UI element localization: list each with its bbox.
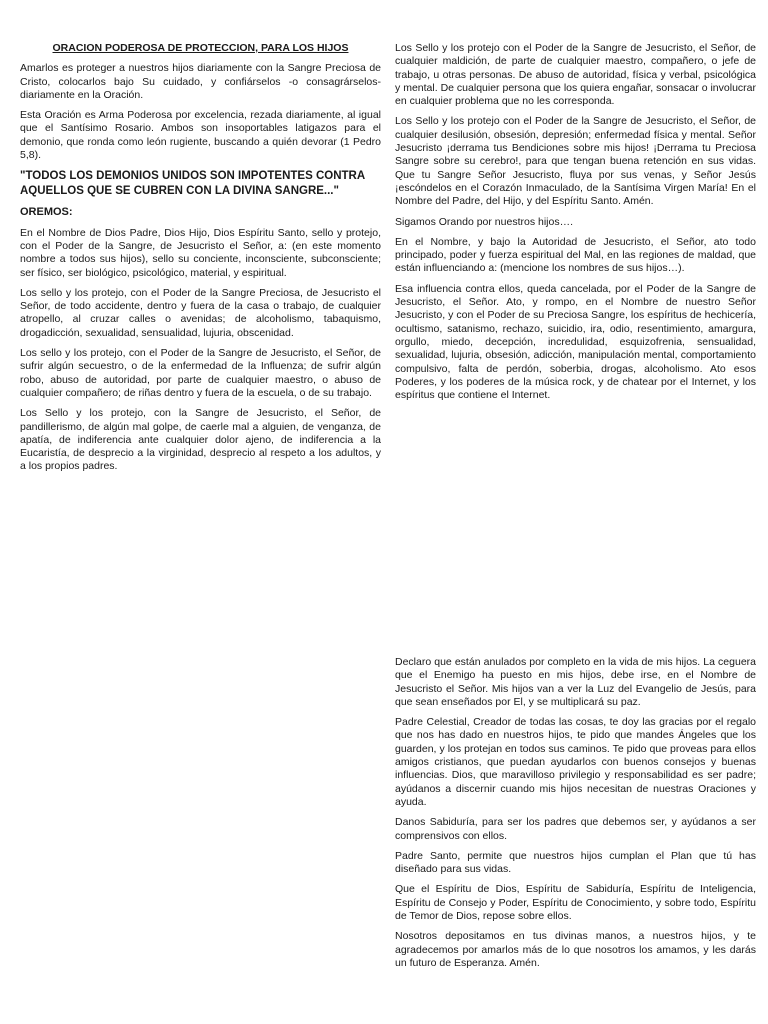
paragraph-prayer-7: En el Nombre, y bajo la Autoridad de Jesucristo, el Señor, ato todo principado, poder y fuerza espiritual del Mal, en las regiones de maldad, que están influenciando a: (mencione los nombres de sus hijos…). xyxy=(395,235,756,275)
document-title: ORACION PODEROSA DE PROTECCION, PARA LOS HIJOS xyxy=(52,42,349,54)
left-column xyxy=(20,42,381,481)
paragraph-espiritu: Que el Espíritu de Dios, Espíritu de Sabiduría, Espíritu de Inteligencia, Espíritu de Consejo y Poder, Espíritu de Conocimiento, y sobre todo, Espíritu de Temor de Dios, repose sobre ellos. xyxy=(395,883,756,923)
paragraph-declaration: Declaro que están anulados por completo en la vida de mis hijos. La ceguera que el Enemigo ha puesto en mis hijos, debe irse, en el Nombre de Jesucristo el Señor. Mis hijos van a ver la Luz del Evangelio de Jesús, para que sean enseñados por El, y se multiplicará su paz. xyxy=(395,656,756,708)
paragraph-prayer-2: Los sello y los protejo, con el Poder de la Sangre Preciosa, de Jesucristo el Señor, de todo accidente, dentro y fuera de la casa o trabajo, de cualquier atropello, al cruzar calles o avenidas; de alcoholismo, tabaquismo, drogadicción, sexualidad, sensualidad, lujuria, obscenidad. xyxy=(20,286,381,339)
paragraph-continue: Sigamos Orando por nuestros hijos…. xyxy=(395,215,574,228)
paragraph-prayer-8: Esa influencia contra ellos, queda cancelada, por el Poder de la Sangre de Jesucristo, el Señor. Ato, y rompo, en el Nombre de nuestro Señor Jesucristo, y con el Poder de su Preciosa Sangre, los espíritus de hechicería, ocultismo, satanismo, rechazo, suicidio, ira, odio, resentimiento, amargura, orgullo, miedo, decepción, incredulidad, esquizofrenia, sensualidad, sexualidad, lujuria, obsesión, adicción, manipulación mental, comportamiento compulsivo, falta de perdón, soberbia, drogas, alcoholismo. Ato esos Poderes, y los poderes de la música rock, y de chatear por el Internet, y los espíritus que contiene el Internet. xyxy=(395,282,756,402)
paragraph-prayer-5: Los Sello y los protejo con el Poder de la Sangre de Jesucristo, el Señor, de cualquier maldición, de parte de cualquier maestro, compañero, o jefe de trabajo, u otras personas. De abuso de autoridad, física y verbal, psicológica y mental. De cualquier persona que los quiera engañar, sonsacar o involucrar en cualquier problema que no les corresponda. xyxy=(395,42,756,108)
paragraph-closing: Nosotros depositamos en tus divinas manos, a nuestros hijos, y te agradecemos por amarlos más de lo que nosotros los amamos, y les darás un futuro de Esperanza. Amén. xyxy=(395,930,756,969)
oremos-heading: OREMOS: xyxy=(20,206,73,219)
paragraph-sabiduria: Danos Sabiduría, para ser los padres que debemos ser, y ayúdanos a ser comprensivos con ellos. xyxy=(395,816,756,842)
right-column xyxy=(395,42,756,409)
paragraph-prayer-6: Los Sello y los protejo con el Poder de la Sangre de Jesucristo, el Señor, de cualquier desilusión, obsesión, depresión; enfermedad física y mental. Señor Jesucristo ¡derrama tus Bendiciones sobre mis hijos! ¡Derrama tu Preciosa Sangre sobre su cerebro!, para que tengan buena retención en sus vidas. Que tu Sangre Señor Jesucristo, fluya por sus venas, y Señor Jesús ¡escóndelos en el Corazón Inmaculado, de la Santísima Virgen María! En el Nombre del Padre, del Hijo, y del Espíritu Santo. Amén. xyxy=(395,115,756,208)
paragraph-prayer-1: En el Nombre de Dios Padre, Dios Hijo, Dios Espíritu Santo, sello y protejo, con el Poder de la Sangre, de Jesucristo el Señor, a: (en este momento nombre a todos sus hijos), sello su conciente, inconsciente, subconsciente; ser físico, ser biológico, psicológico, material, y espiritual. xyxy=(20,226,381,279)
paragraph-padre-santo: Padre Santo, permite que nuestros hijos cumplan el Plan que tú has diseñado para sus vidas. xyxy=(395,849,756,876)
right-column-bottom xyxy=(395,656,756,977)
paragraph-prayer-4: Los Sello y los protejo, con la Sangre de Jesucristo, el Señor, de pandillerismo, de algún mal golpe, de caerle mal a alguien, de venganza, de apatía, de indiferencia ante cualquier dolor ajeno, de indiferencia a la Eucaristía, de desprecio a la virginidad, desprecio al respeto a los adultos, y a los propios padres. xyxy=(20,407,381,473)
paragraph-arma-poderosa: Esta Oración es Arma Poderosa por excelencia, rezada diariamente, al igual que el Santísimo Rosario. Ambos son insoportables latigazos para el demonio, que ronda como león rugiente, buscando a quién devorar (1 Pedro 5,8). xyxy=(20,109,381,162)
quote-heading: "TODOS LOS DEMONIOS UNIDOS SON IMPOTENTES CONTRA AQUELLOS QUE SE CUBREN CON LA DIVINA SANGRE..." xyxy=(20,170,365,198)
paragraph-intro: Amarlos es proteger a nuestros hijos diariamente con la Sangre Preciosa de Cristo, colocarlos bajo Su cuidado, y confiárselos -o consagrárselos- diariamente en la Oración. xyxy=(20,62,381,101)
paragraph-padre-celestial: Padre Celestial, Creador de todas las cosas, te doy las gracias por el regalo que nos has dado en nuestros hijos, te pido que mandes Ángeles que los guarden, y los protejan en todos sus caminos. Te pido que proveas para ellos amigos cristianos, que puedan ayudarlos con buenos consejos y buenas influencias. Dios, que maravilloso privilegio y responsabilidad es ser padre; ayúdanos a discernir cuando mis hijos necesitan de nuestras Oraciones y ayuda. xyxy=(395,716,756,808)
paragraph-prayer-3: Los sello y los protejo, con el Poder de la Sangre de Jesucristo, el Señor, de sufrir algún secuestro, o de la enfermedad de la Influenza; de sufrir algún robo, abuso de autoridad, por parte de cualquier maestro, o abuso de cualquier compañero; de riñas dentro y fuera de la escuela, o de su trabajo. xyxy=(20,347,381,399)
